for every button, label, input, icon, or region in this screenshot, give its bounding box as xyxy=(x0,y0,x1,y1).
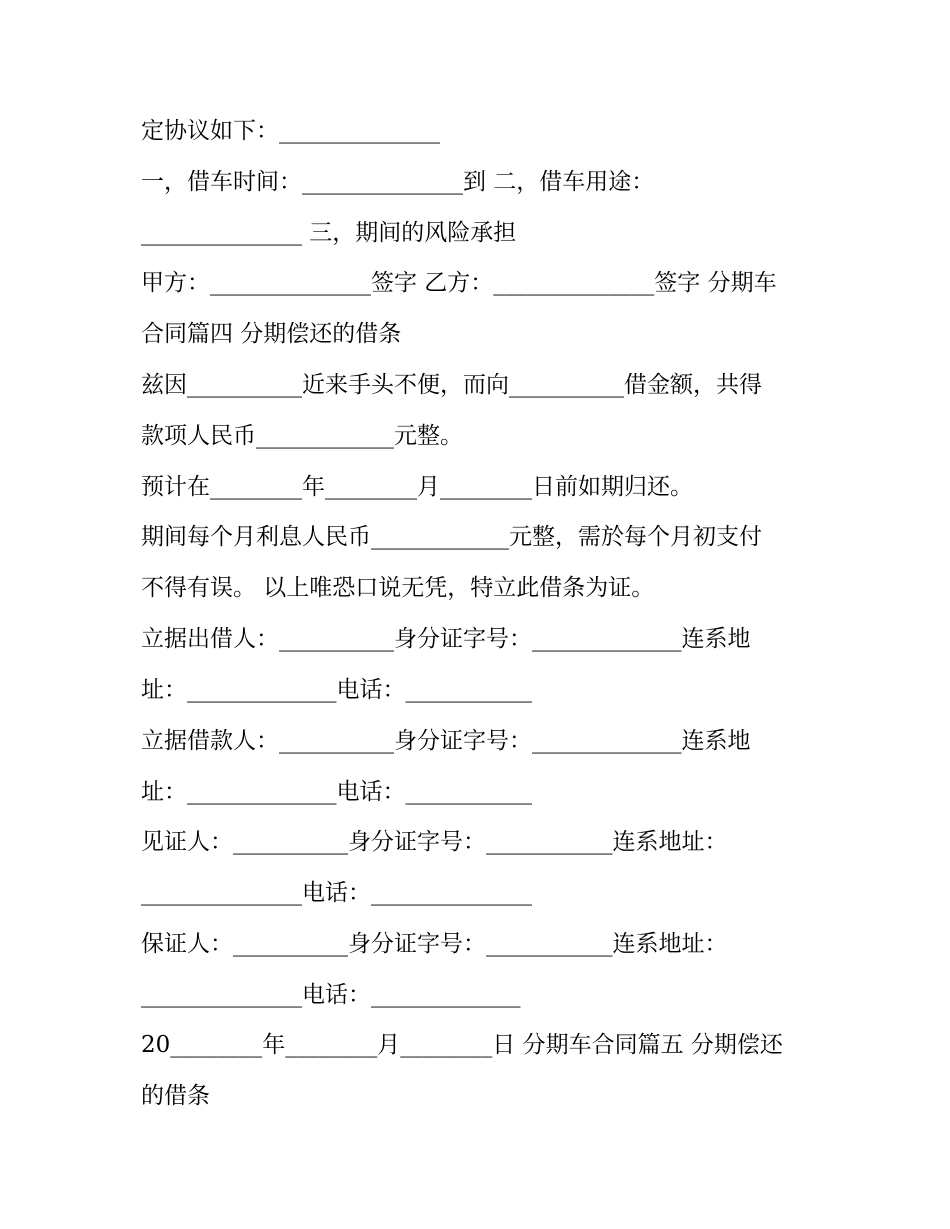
text-line: 期间每个月利息人民币____________元整，需於每个月初支付 xyxy=(141,524,762,550)
text-line: 合同篇四 分期偿还的借条 xyxy=(141,321,402,347)
text-line: 不得有误。 以上唯恐口说无凭，特立此借条为证。 xyxy=(141,575,655,601)
text-line: ______________电话：_____________ xyxy=(141,982,521,1008)
text-line: 款项人民币____________元整。 xyxy=(141,423,463,449)
text-line: 立据出借人：__________身分证字号：_____________连系地 xyxy=(141,626,751,652)
text-line: ______________电话：______________ xyxy=(141,880,532,906)
text-line: 预计在________年________月________日前如期归还。 xyxy=(141,474,693,500)
text-line: 见证人：__________身分证字号：___________连系地址： xyxy=(141,829,728,855)
text-line: ______________ 三，期间的风险承担 xyxy=(141,220,517,246)
text-line: 的借条 xyxy=(141,1083,210,1109)
text-line: 兹因__________近来手头不便，而向__________借金额，共得 xyxy=(141,372,762,398)
text-line: 保证人：__________身分证字号：___________连系地址： xyxy=(141,931,728,957)
text-line: 20________年________月________日 分期车合同篇五 分期偿还 xyxy=(141,1032,783,1058)
text-line: 一，借车时间：______________到 二，借车用途： xyxy=(141,169,655,195)
text-line: 立据借款人：__________身分证字号：_____________连系地 xyxy=(141,728,751,754)
text-line: 址：_____________电话：___________ xyxy=(141,779,532,805)
text-line: 址：_____________电话：___________ xyxy=(141,677,532,703)
text-line: 甲方：______________签字 乙方：______________签字 分期车 xyxy=(141,270,777,296)
text-line: 定协议如下：______________ xyxy=(141,118,440,144)
